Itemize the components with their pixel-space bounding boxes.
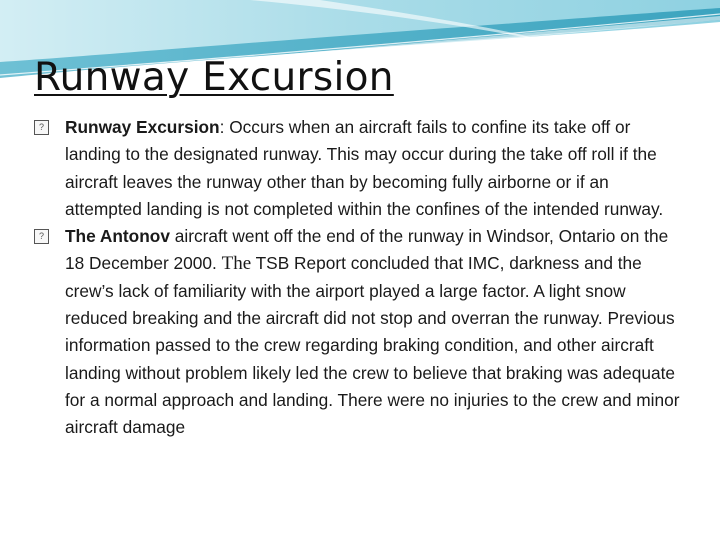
- bullet-text: aircraft went off the end of the runway in Windsor, Ontario on the 18 December 2000.: [65, 226, 669, 274]
- slide-title: Runway Excursion: [34, 55, 394, 100]
- bullet-serif-word: The: [221, 253, 252, 275]
- bullet-text: : Occurs when an aircraft fails to confine its take off or landing to the designated runway. This may occur during the take off roll if the aircraft leaves the runway other than by becoming fully airborne or if an attempted landing is not completed within the confines of the intended runway.: [65, 117, 664, 219]
- bullet-runway-excursion-definition: [34, 114, 684, 223]
- bullet-text-continued: TSB Report concluded that IMC, darkness and the crew’s lack of familiarity with the airport played a large factor. A light snow reduced breaking and the aircraft did not stop and overran the runway. Previous information passed to the crew regarding braking condition, and other aircraft landing without problem likely led the crew to believe that braking was adequate for a normal approach and landing. There were no injuries to the crew and minor aircraft damage: [65, 253, 680, 438]
- missing-glyph-bullet-icon: ?: [34, 120, 49, 135]
- missing-glyph-bullet-icon: ?: [34, 229, 49, 244]
- bullet-antonov-incident: [34, 223, 684, 441]
- slide-content: [34, 114, 684, 442]
- bullet-lead-term: Runway Excursion: [65, 117, 220, 137]
- bullet-lead-term: The Antonov: [65, 226, 170, 247]
